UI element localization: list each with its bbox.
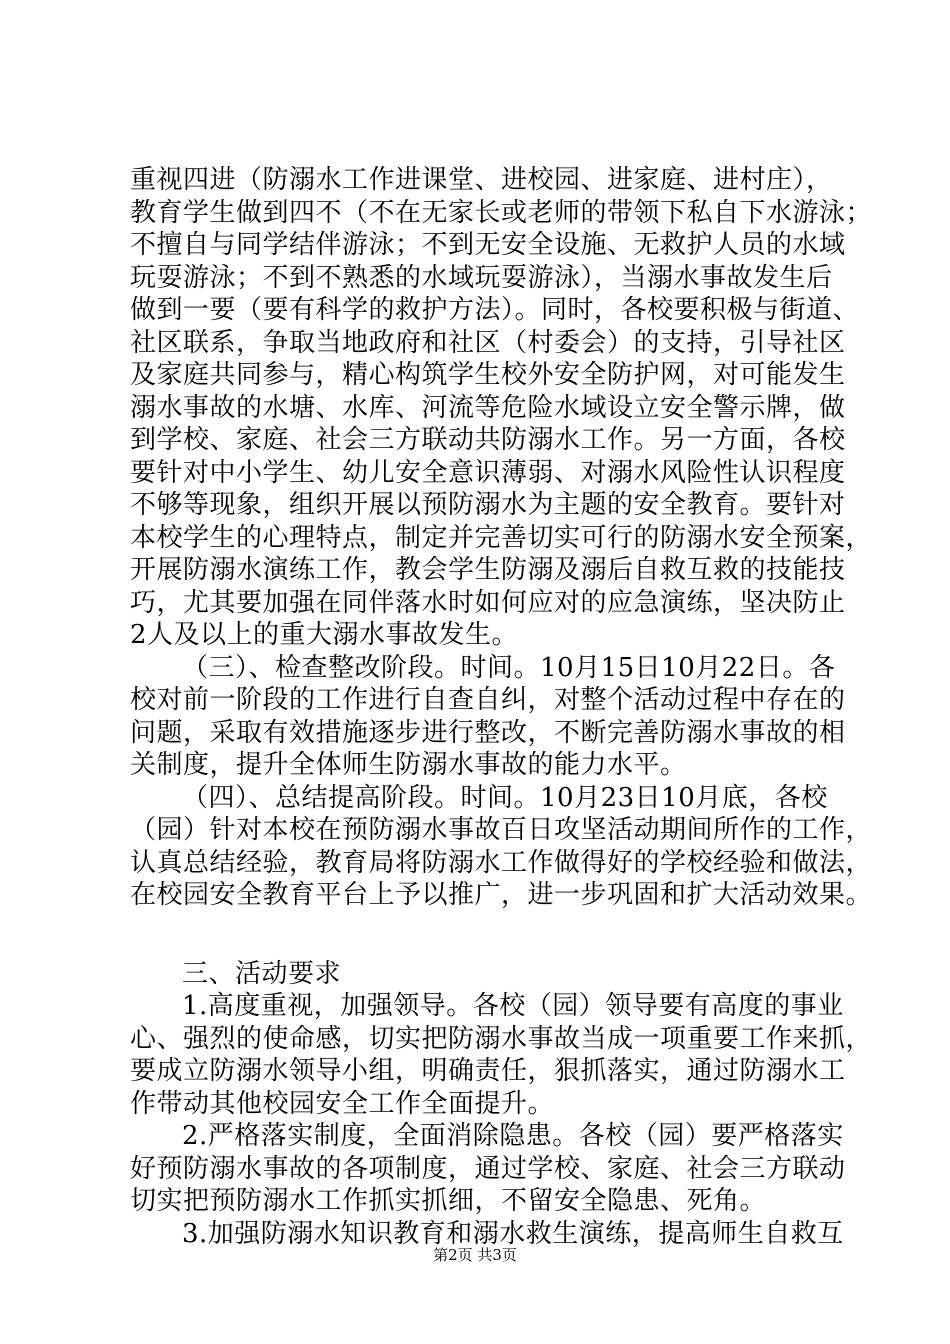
text-line: 认真总结经验，教育局将防溺水工作做得好的学校经验和做法， [130, 847, 873, 878]
text-line: 要针对中小学生、幼儿安全意识薄弱、对溺水风险性认识程度 [130, 457, 846, 488]
text-line: 切实把预防溺水工作抓实抓细，不留安全隐患、死角。 [130, 1186, 767, 1216]
text-line: 在校园安全教育平台上予以推广，进一步巩固和扩大活动效果。 [130, 880, 873, 910]
text-line: （园）针对本校在预防溺水事故百日攻坚活动期间所作的工作， [130, 815, 873, 845]
text-line: 玩耍游泳；不到不熟悉的水域玩耍游泳），当溺水事故发生后 [130, 262, 833, 293]
text-line: 社区联系，争取当地政府和社区（村委会）的支持，引导社区 [130, 327, 846, 358]
text-line: 要成立防溺水领导小组，明确责任，狠抓落实，通过防溺水工 [130, 1056, 846, 1086]
text-line: 1.高度重视，加强领导。各校（园）领导要有高度的事业 [182, 991, 844, 1021]
text-line: （四）、总结提高阶段。时间。10月23日10月底，各校 [182, 782, 828, 813]
text-line: 本校学生的心理特点，制定并完善切实可行的防溺水安全预案， [130, 522, 873, 553]
text-line: 不擅自与同学结伴游泳；不到无安全设施、无救护人员的水域 [130, 230, 846, 260]
text-line: 校对前一阶段的工作进行自查自纠，对整个活动过程中存在的 [130, 685, 846, 715]
text-line: 到学校、家庭、社会三方联动共防溺水工作。另一方面，各校 [130, 425, 846, 455]
text-line: 及家庭共同参与，精心构筑学生校外安全防护网，对可能发生 [130, 360, 846, 390]
section-gap [130, 912, 835, 958]
text-line: 作带动其他校园安全工作全面提升。 [130, 1088, 555, 1119]
text-line: 问题，采取有效措施逐步进行整改，不断完善防溺水事故的相 [130, 717, 846, 748]
text-line: 2人及以上的重大溺水事故发生。 [130, 620, 519, 650]
document-body [130, 164, 873, 1250]
text-line: 好预防溺水事故的各项制度，通过学校、家庭、社会三方联动 [130, 1153, 846, 1184]
text-line: 3.加强防溺水知识教育和溺水救生演练，提高师生自救互 [182, 1218, 844, 1249]
text-line: 心、强烈的使命感，切实把防溺水事故当成一项重要工作来抓， [130, 1023, 873, 1054]
text-line: 2.严格落实制度，全面消除隐患。各校（园）要严格落实 [182, 1121, 844, 1151]
text-line: （三）、检查整改阶段。时间。10月15日10月22日。各 [182, 652, 836, 683]
text-line: 教育学生做到四不（不在无家长或老师的带领下私自下水游泳； [130, 197, 873, 228]
text-line: 做到一要（要有科学的救护方法）。同时，各校要积极与街道、 [130, 295, 860, 325]
text-line: 不够等现象，组织开展以预防溺水为主题的安全教育。要针对 [130, 490, 846, 520]
text-line: 巧，尤其要加强在同伴落水时如何应对的应急演练，坚决防止 [130, 587, 846, 618]
text-line: 关制度，提升全体师生防溺水事故的能力水平。 [130, 750, 687, 780]
page-footer: 第2页 共3页 [433, 1246, 517, 1264]
text-line: 重视四进（防溺水工作进课堂、进校园、进家庭、进村庄）， [130, 165, 833, 195]
section-heading: 三、活动要求 [182, 958, 342, 989]
text-line: 溺水事故的水塘、水库、河流等危险水域设立安全警示牌，做 [130, 392, 846, 423]
text-line: 开展防溺水演练工作，教会学生防溺及溺后自救互救的技能技 [130, 555, 846, 585]
